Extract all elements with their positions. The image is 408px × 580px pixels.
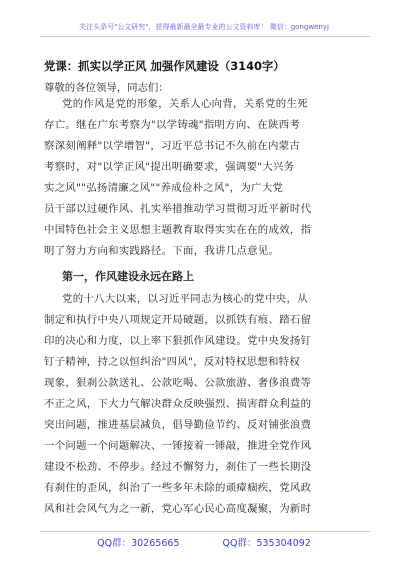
body-line: 印的决心和力度，以上率下狠抓作风建设。党中央发扬钉 xyxy=(44,335,312,347)
intro-line: 明了努力方向和实践路径。下面，我讲几点意见。 xyxy=(44,245,280,257)
section-heading: 第一，作风建设永远在路上 xyxy=(62,270,194,283)
footer-qq-group-2: QQ群：535304092 xyxy=(222,538,311,549)
body-line: 现象，狠刹公款送礼、公款吃喝、公款旅游、奢侈浪费等 xyxy=(44,377,312,389)
intro-line: 察深刻阐释"以学增智"，习近平总书记不久前在内蒙古 xyxy=(44,140,301,152)
body-line: 党的十八大以来，以习近平同志为核心的党中央，从 xyxy=(62,293,308,305)
footer xyxy=(0,535,408,549)
header-banner: 关注头条号"公文研究"，获得最新最全最专业的公文资料库！ 微信：gongwenyj xyxy=(79,23,329,31)
body-line: 风和社会风气为之一新，党心军心民心高度凝聚，为新时 xyxy=(44,503,312,515)
intro-line: 考察时，对"以学正风"提出明确要求，强调要"大兴务 xyxy=(44,161,295,173)
intro-line: 党的作风是党的形象，关系人心向背，关系党的生死 xyxy=(62,98,308,110)
header-divider xyxy=(40,36,370,37)
intro-line: 中国特色社会主义思想主题教育取得实实在在的成效，指 xyxy=(44,224,312,236)
body-line: 不正之风，下大力气解决群众反映强烈、损害群众利益的 xyxy=(44,398,312,410)
intro-line: 员干部以过硬作风、扎实举措推动学习贯彻习近平新时代 xyxy=(44,203,312,215)
intro-line: 实之风""弘扬清廉之风""养成俭朴之风"，为广大党 xyxy=(44,182,284,194)
section1-paragraph xyxy=(44,289,368,520)
salutation: 尊敬的各位领导，同志们： xyxy=(44,82,169,94)
footer-divider xyxy=(40,531,370,532)
body-line: 有刹住的歪风，纠治了一些多年未除的顽瘴痼疾，党风政 xyxy=(44,482,312,494)
body-line: 钉子精神，持之以恒纠治"四风"，反对特权思想和特权 xyxy=(44,356,301,368)
document-title: 党课：抓实以学正风 加强作风建设（3140字） xyxy=(44,59,285,73)
body-line: 一个问题一个问题解决、一锤接着一锤敲，推进全党作风 xyxy=(44,440,312,452)
intro-line: 存亡。继在广东考察为"以学铸魂"指明方向、在陕西考 xyxy=(44,119,301,131)
footer-qq-group-1: QQ群：30265665 xyxy=(97,538,180,549)
body-line: 建设不松劲、不停步。经过不懈努力，刹住了一些长期没 xyxy=(44,461,312,473)
intro-paragraph xyxy=(44,94,368,262)
body-line: 突出问题，推进基层减负，倡导勤俭节约、反对铺张浪费 xyxy=(44,419,312,431)
body-line: 制定和执行中央八项规定开局破题，以抓铁有痕、踏石留 xyxy=(44,314,312,326)
